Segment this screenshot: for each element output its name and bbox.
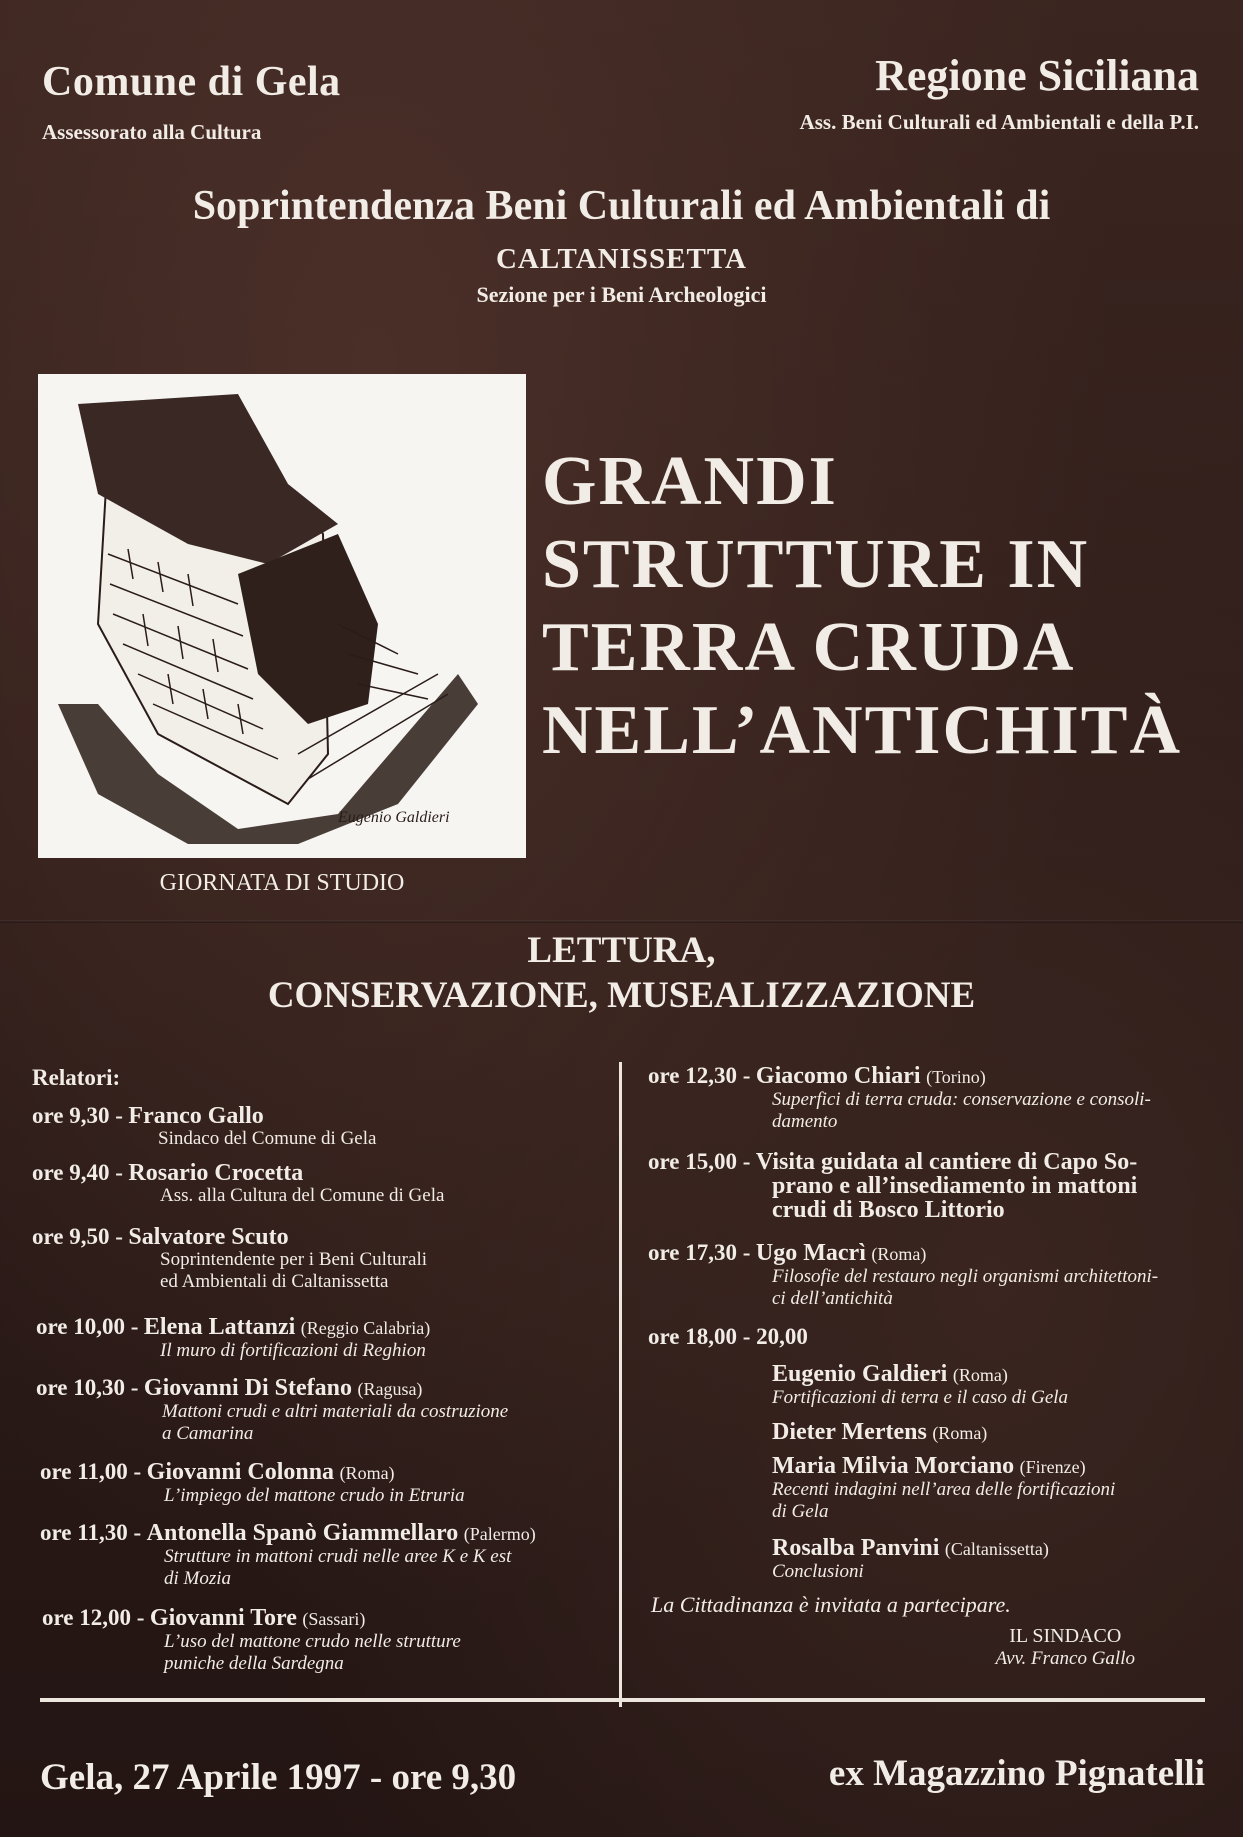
entry-time: ore 10,00 - <box>36 1314 139 1339</box>
entry-time: ore 17,30 - <box>648 1240 751 1265</box>
sezione-heading: Sezione per i Beni Archeologici <box>476 282 767 307</box>
visit-description: Visita guidata al cantiere di Capo So- <box>755 1149 1138 1175</box>
entry-time: ore 9,40 - <box>32 1160 123 1185</box>
program-entry <box>648 1325 808 1349</box>
entry-time: ore 12,00 - <box>42 1605 145 1630</box>
speaker-name: Rosalba Panvini <box>772 1535 940 1561</box>
speaker-location: (Roma) <box>932 1423 988 1443</box>
entry-time: ore 11,00 - <box>40 1459 142 1484</box>
program-entry <box>40 1460 465 1507</box>
regione-subtitle: Ass. Beni Culturali ed Ambientali e della P.I. <box>799 110 1199 134</box>
soprintendenza-heading: Soprintendenza Beni Culturali ed Ambientali di <box>192 183 1051 229</box>
talk-title: Conclusioni <box>772 1561 864 1582</box>
regione-title: Regione Siciliana <box>875 51 1199 100</box>
ruins-drawing <box>38 374 526 858</box>
talk-title: puniche della Sardegna <box>164 1653 344 1674</box>
speaker-name: Giovanni Colonna <box>146 1459 335 1485</box>
entry-time: ore 9,50 - <box>32 1224 123 1249</box>
speaker-location: (Palermo) <box>463 1524 536 1544</box>
program-entry <box>42 1606 461 1675</box>
title-line: STRUTTURE IN <box>542 526 1090 603</box>
speaker-name: Elena Lattanzi <box>143 1314 296 1340</box>
column-divider <box>619 1062 622 1707</box>
mayor-name: Avv. Franco Gallo <box>995 1648 1135 1669</box>
artist-signature: Eugenio Galdieri <box>338 809 450 826</box>
speaker-name: Eugenio Galdieri <box>772 1361 948 1387</box>
talk-title: a Camarina <box>162 1423 254 1444</box>
speaker-role: Ass. alla Cultura del Comune di Gela <box>160 1185 445 1206</box>
talk-title: ci dell’antichità <box>772 1288 893 1309</box>
speaker-location: (Firenze) <box>1019 1457 1086 1477</box>
title-line: GRANDI <box>542 443 838 520</box>
program-entry <box>772 1536 1049 1583</box>
program-entry <box>36 1315 430 1362</box>
speaker-location: (Caltanissetta) <box>944 1539 1049 1559</box>
speaker-role: Soprintendente per i Beni Culturali <box>160 1249 428 1270</box>
speaker-location: (Roma) <box>871 1244 927 1264</box>
subtitle-line: CONSERVAZIONE, MUSEALIZZAZIONE <box>267 975 976 1016</box>
speaker-name: Giacomo Chiari <box>755 1063 921 1089</box>
event-venue: ex Magazzino Pignatelli <box>828 1753 1205 1794</box>
talk-title: Mattoni crudi e altri materiali da costruzione <box>162 1401 509 1422</box>
talk-title: L’uso del mattone crudo nelle strutture <box>164 1631 461 1652</box>
paper-fold <box>0 920 1243 923</box>
program-entry <box>32 1161 444 1207</box>
title-line: TERRA CRUDA <box>542 609 1076 686</box>
footer-rule <box>40 1698 1205 1702</box>
entry-time: ore 10,30 - <box>36 1375 139 1400</box>
speaker-name: Franco Gallo <box>128 1103 264 1129</box>
main-title <box>542 440 1182 772</box>
speaker-name: Giovanni Di Stefano <box>143 1375 352 1401</box>
visit-description: prano e all’insediamento in mattoni <box>772 1173 1138 1199</box>
speaker-location: (Roma) <box>339 1463 395 1483</box>
talk-title: Il muro di fortificazioni di Reghion <box>160 1340 426 1361</box>
program-entry <box>772 1420 987 1445</box>
speaker-location: (Ragusa) <box>357 1379 423 1399</box>
subtitle <box>0 928 1243 1018</box>
program-entry <box>36 1376 508 1445</box>
speaker-location: (Sassari) <box>302 1609 366 1629</box>
speaker-name: Giovanni Tore <box>149 1605 297 1631</box>
program-entry <box>772 1454 1115 1523</box>
speaker-location: (Torino) <box>926 1067 986 1087</box>
program-entry <box>40 1521 536 1590</box>
city-heading: CALTANISSETTA <box>495 243 747 275</box>
event-date: Gela, 27 Aprile 1997 - ore 9,30 <box>40 1757 517 1798</box>
comune-title: Comune di Gela <box>42 59 341 105</box>
talk-title: Filosofie del restauro negli organismi architettoni- <box>772 1266 1159 1287</box>
mudbrick-wall-illustration <box>38 374 526 858</box>
program-entry <box>648 1150 1137 1222</box>
entry-time: ore 12,30 - <box>648 1063 751 1088</box>
entry-time: ore 9,30 - <box>32 1103 123 1128</box>
talk-title: Fortificazioni di terra e il caso di Gela <box>772 1387 1069 1408</box>
talk-title: L’impiego del mattone crudo in Etruria <box>164 1485 465 1506</box>
entry-time: ore 18,00 - 20,00 <box>648 1324 808 1349</box>
speaker-role: Sindaco del Comune di Gela <box>158 1128 377 1149</box>
comune-subtitle: Assessorato alla Cultura <box>42 120 262 144</box>
mayor-title: IL SINDACO <box>1009 1625 1122 1647</box>
subtitle-line: LETTURA, <box>527 930 716 971</box>
giornata-label: GIORNATA DI STUDIO <box>159 870 405 896</box>
visit-description: crudi di Bosco Littorio <box>772 1197 1005 1223</box>
talk-title: Recenti indagini nell’area delle fortificazioni <box>772 1479 1116 1500</box>
speaker-location: (Roma) <box>952 1365 1008 1385</box>
program-entry <box>648 1241 1158 1310</box>
talk-title: Superfici di terra cruda: conservazione e consoli- <box>772 1089 1151 1110</box>
speaker-role: ed Ambientali di Caltanissetta <box>160 1271 389 1292</box>
speaker-name: Ugo Macrì <box>755 1240 866 1266</box>
speaker-name: Antonella Spanò Giammellaro <box>146 1520 459 1546</box>
entry-time: ore 15,00 - <box>648 1149 751 1174</box>
title-line: NELL’ANTICHITÀ <box>542 692 1183 769</box>
program-entry <box>772 1362 1068 1409</box>
speaker-name: Rosario Crocetta <box>128 1160 304 1186</box>
speaker-name: Maria Milvia Morciano <box>772 1453 1015 1479</box>
program-entry <box>648 1064 1151 1133</box>
speaker-location: (Reggio Calabria) <box>300 1318 431 1338</box>
talk-title: damento <box>772 1111 838 1132</box>
speaker-name: Dieter Mertens <box>772 1419 927 1445</box>
program-entry <box>32 1225 427 1293</box>
mayor-signature <box>996 1625 1135 1670</box>
relatori-label: Relatori: <box>32 1065 121 1090</box>
talk-title: Strutture in mattoni crudi nelle aree K e K est <box>164 1546 512 1567</box>
entry-time: ore 11,30 - <box>40 1520 142 1545</box>
talk-title: di Gela <box>772 1501 829 1522</box>
invitation-text: La Cittadinanza è invitata a partecipare. <box>651 1592 1011 1617</box>
speaker-name: Salvatore Scuto <box>128 1224 289 1250</box>
talk-title: di Mozia <box>164 1568 232 1589</box>
program-entry <box>32 1104 376 1150</box>
